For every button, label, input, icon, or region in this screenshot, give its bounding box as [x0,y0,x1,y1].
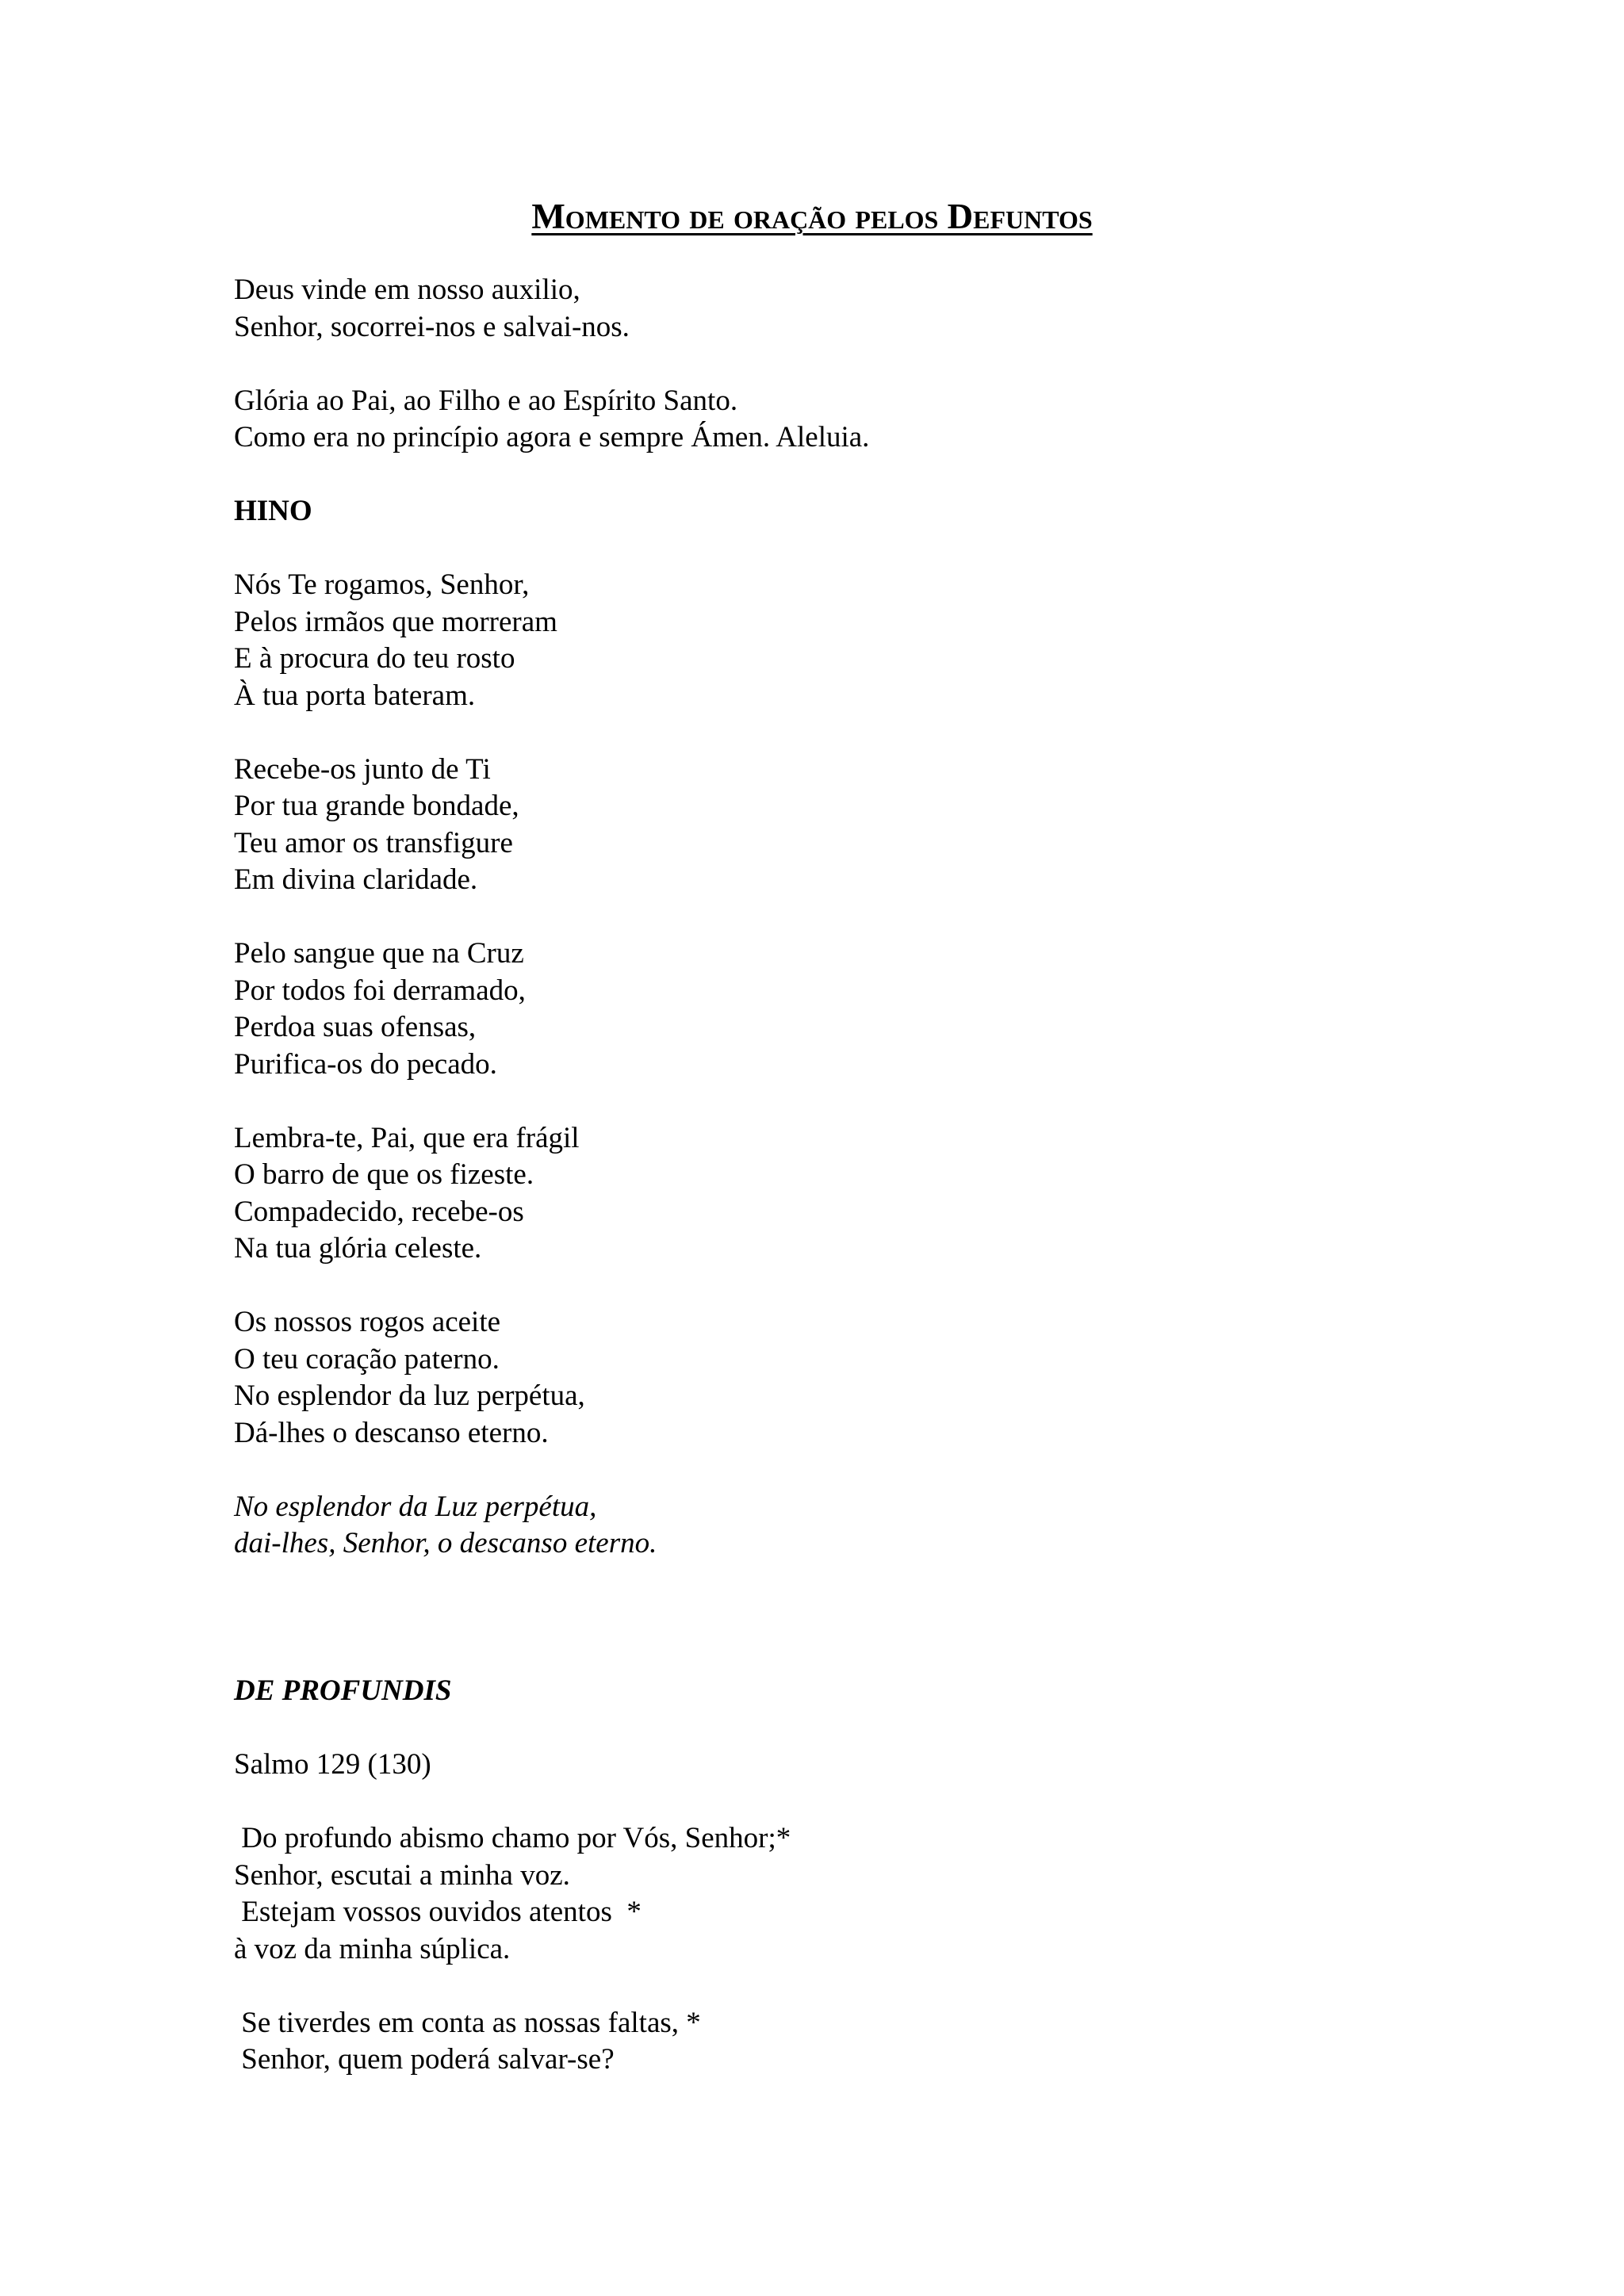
text-line: Perdoa suas ofensas, [234,1011,477,1043]
text-line: Lembra-te, Pai, que era frágil [234,1121,580,1154]
text-line: Glória ao Pai, ao Filho e ao Espírito Santo. [234,384,738,417]
opening-verse [234,272,1503,346]
text-line: Pelos irmãos que morreram [234,605,557,638]
text-line: Os nossos rogos aceite [234,1306,501,1338]
text-line: Teu amor os transfigure [234,826,513,859]
text-line: E à procura do teu rosto [234,642,515,675]
text-line: Senhor, socorrei-nos e salvai-nos. [234,310,630,343]
page-title: Momento de oração pelos Defuntos [531,197,1093,236]
text-line: Deus vinde em nosso auxilio, [234,274,580,306]
text-line: Compadecido, recebe-os [234,1195,524,1228]
text-line: Em divina claridade. [234,863,478,896]
text-line: Se tiverdes em conta as nossas faltas, * [234,2006,701,2039]
text-line: O teu coração paterno. [234,1342,500,1376]
text-line: À tua porta bateram. [234,679,476,712]
hymn-stanza-5 [234,1304,1503,1452]
text-line: Pelo sangue que na Cruz [234,937,524,970]
text-line: Senhor, escutai a minha voz. [234,1858,570,1892]
text-line: Como era no princípio agora e sempre Ámen. Aleluia. [234,421,870,453]
text-line: Na tua glória celeste. [234,1232,482,1265]
psalm-stanza-1 [234,1820,1503,1968]
text-line: Recebe-os junto de Ti [234,752,491,786]
text-line: Estejam vossos ouvidos atentos * [234,1896,642,1928]
hymn-stanza-2 [234,752,1503,899]
text-line: Dá-lhes o descanso eterno. [234,1416,549,1449]
psalm-stanza-2 [234,2005,1503,2079]
text-line: Do profundo abismo chamo por Vós, Senhor;* [234,1822,791,1854]
text-line: No esplendor da Luz perpétua, [234,1490,597,1523]
text-line: Por tua grande bondade, [234,790,519,822]
hymn-stanza-3 [234,936,1503,1083]
deprofundis-heading: DE PROFUNDIS [234,1674,452,1707]
text-line: Purifica-os do pecado. [234,1047,497,1081]
text-line: Senhor, quem poderá salvar-se? [234,2043,615,2076]
hymn-stanza-4 [234,1120,1503,1268]
hymn-stanza-1 [234,567,1503,714]
document-body [234,272,1503,2079]
text-line: à voz da minha súplica. [234,1932,511,1965]
text-line: No esplendor da luz perpétua, [234,1380,585,1412]
psalm-reference: Salmo 129 (130) [234,1748,431,1781]
text-line: Nós Te rogamos, Senhor, [234,568,530,601]
hymn-refrain [234,1489,1503,1563]
gloria-verse [234,383,1503,457]
text-line: dai-lhes, Senhor, o descanso eterno. [234,1527,657,1559]
text-line: Por todos foi derramado, [234,974,526,1007]
text-line: O barro de que os fizeste. [234,1158,534,1191]
hymn-heading: HINO [234,495,312,527]
